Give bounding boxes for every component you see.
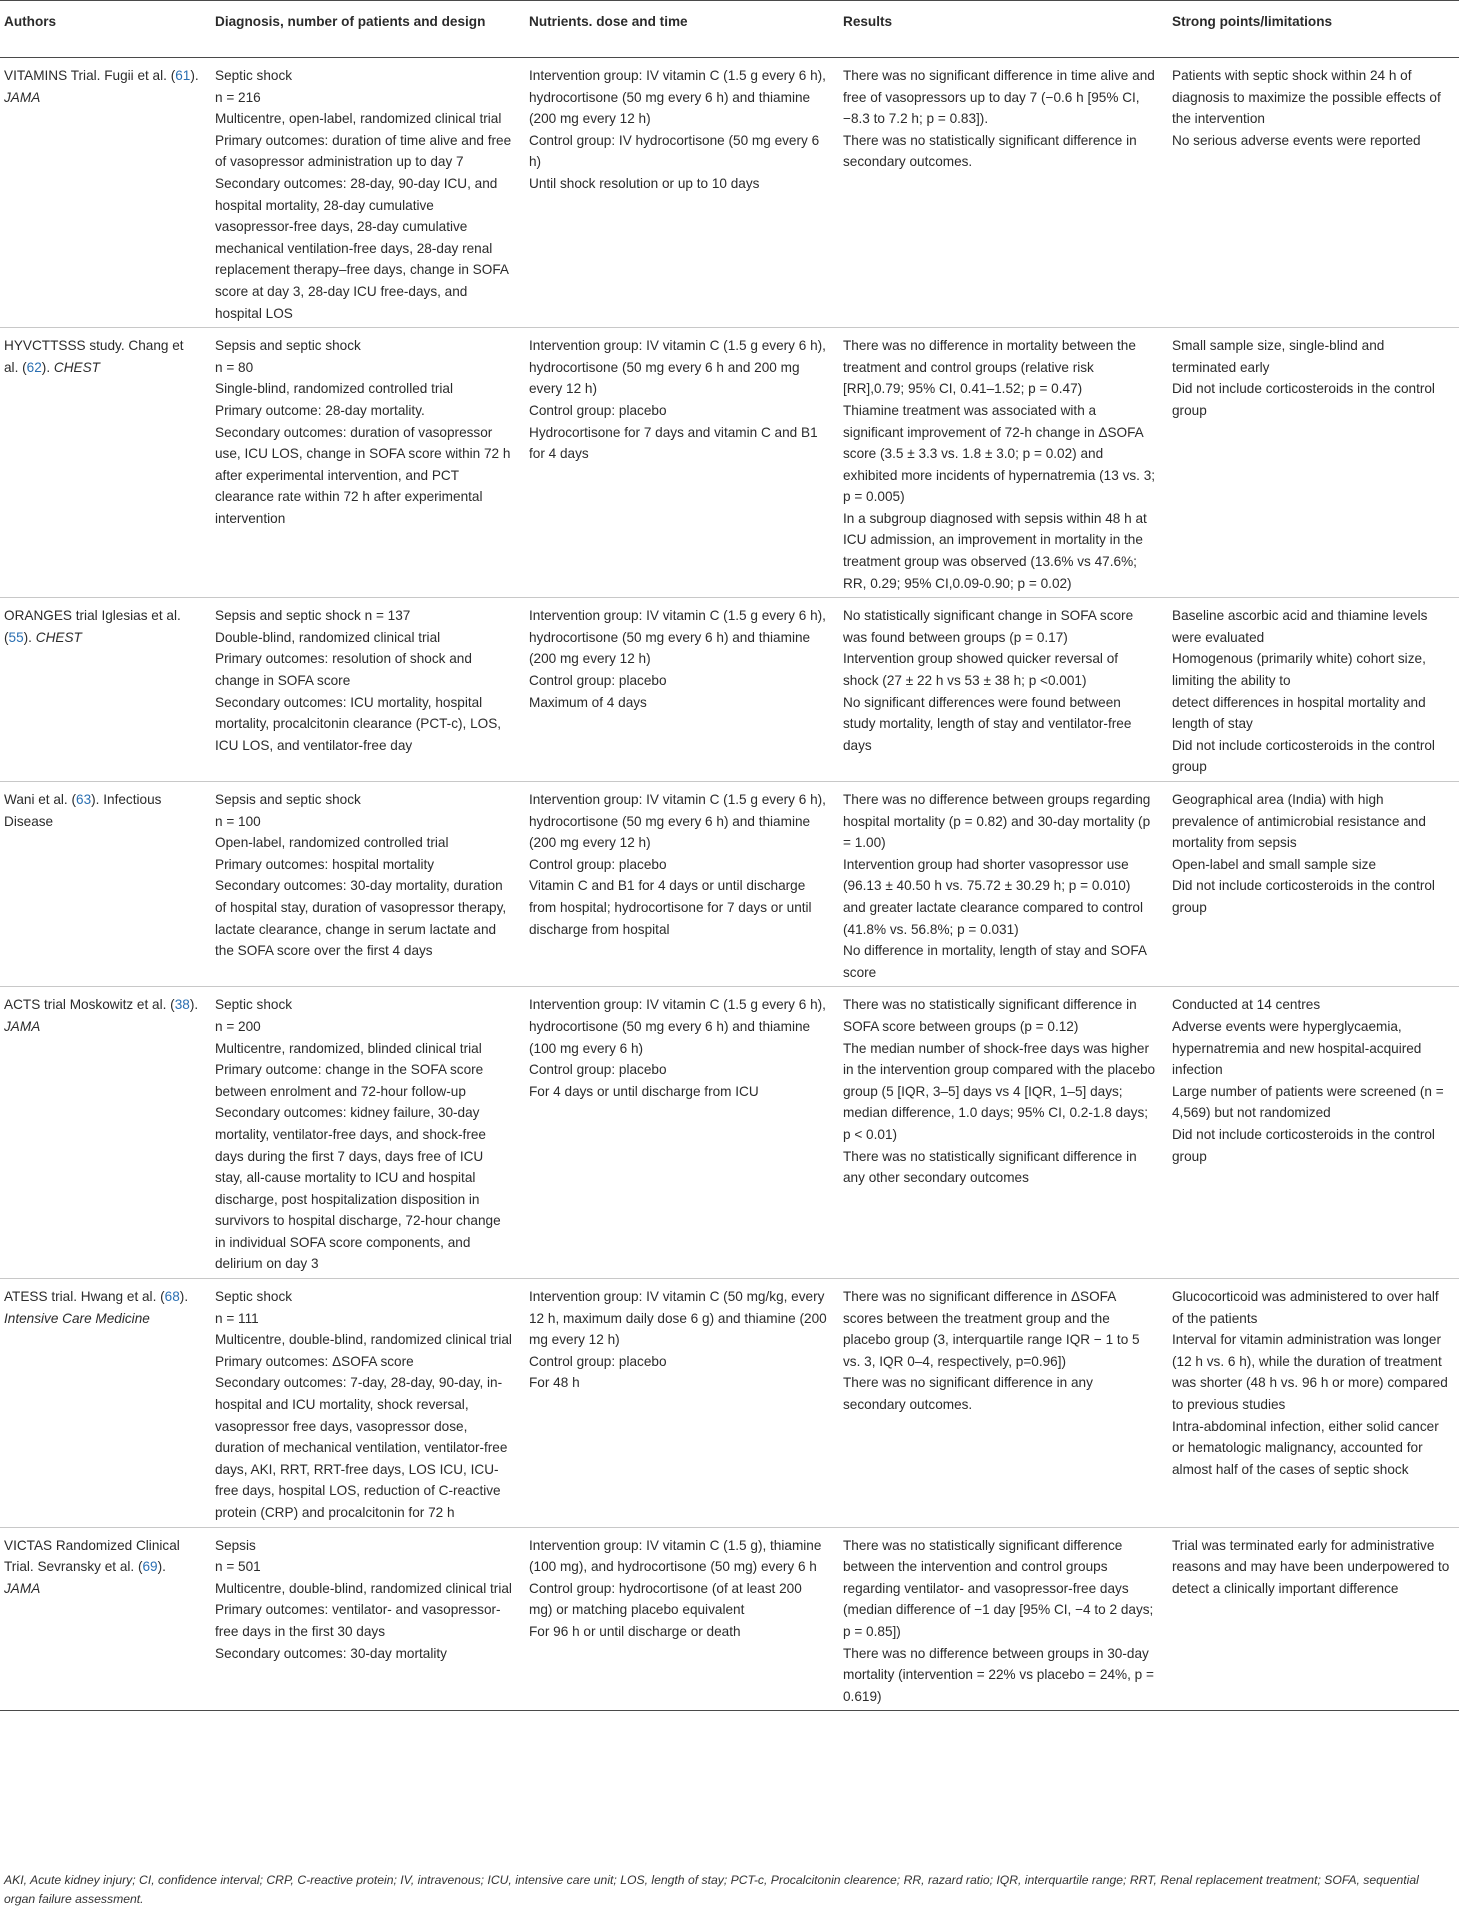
table-body [0,58,1459,1711]
cell-line: Control group: placebo [529,856,667,872]
journal-name: JAMA [4,1018,41,1034]
table-row [0,58,1459,328]
results-cell [835,598,1164,782]
results-cell [835,58,1164,328]
author-cell [0,782,207,987]
cell-line: Control group: placebo [529,1353,667,1369]
cell-line: Multicentre, double-blind, randomized clinical trial [215,1332,512,1348]
cell-line: Vitamin C and B1 for 4 days or until discharge from hospital; hydrocortisone for 7 days or until discharge from hospital [529,878,812,937]
diagnosis-cell [207,1527,521,1711]
cell-line: Primary outcome: 28-day mortality. [215,402,425,418]
cell-line: Open-label, randomized controlled trial [215,835,449,851]
reference-link[interactable]: 63 [76,792,92,807]
cell-line: Multicentre, open-label, randomized clinical trial [215,111,502,127]
cell-line: There was no statistically significant difference in any other secondary outcomes [843,1148,1137,1186]
table-row [0,598,1459,782]
cell-line: No serious adverse events were reported [1172,132,1421,148]
cell-line: Control group: placebo [529,673,667,689]
results-cell [835,328,1164,598]
cell-line: Secondary outcomes: 30-day mortality, duration of hospital stay, duration of vasopressor therapy, lactate clearance, change in serum lactate and the SOFA score over the first 4 days [215,878,507,959]
reference-link[interactable]: 69 [142,1559,158,1575]
author-text: VITAMINS Trial. Fugii et al. ( [4,68,176,83]
cell-line: There was no statistically significant difference between the intervention and control groups regarding ventilator- and vasopressor-free days (median difference of −1 day [95% CI, −4 to 2 days; p = 0.85]) [843,1537,1154,1639]
author-cell [0,1279,207,1528]
cell-line: There was no significant difference in any secondary outcomes. [843,1375,1093,1413]
cell-line: Sepsis [215,1537,256,1553]
table-row [0,987,1459,1279]
cell-line: Intra-abdominal infection, either solid cancer or hematologic malignancy, accounted for almost half of the cases of septic shock [1172,1418,1439,1477]
author-cell [0,987,207,1279]
reference-link[interactable]: 68 [164,1289,180,1305]
cell-line: Control group: placebo [529,402,667,418]
cell-line: Multicentre, double-blind, randomized clinical trial [215,1580,512,1596]
header-results: Results [835,1,1164,58]
cell-line: Control group: placebo [529,1062,667,1078]
cell-line: detect differences in hospital mortality and length of stay [1172,694,1426,732]
table-footnote: AKI, Acute kidney injury; CI, confidence interval; CRP, C-reactive protein; IV, intravenous; ICU, intensive care unit; LOS, length of stay; PCT-c, Procalcitonin clearence; RR, razard ratio; IQR, interquartile range; RRT, Renal replacement treatment; SOFA, sequential organ failure assessment. [4,1873,1419,1906]
cell-line: Control group: hydrocortisone (of at least 200 mg) or matching placebo equivalent [529,1580,802,1618]
cell-line: Did not include corticosteroids in the control group [1172,381,1435,418]
header-authors: Authors [0,1,207,58]
cell-line: Intervention group: IV vitamin C (1.5 g), thiamine (100 mg), and hydrocortisone (50 mg) every 6 h [529,1537,822,1575]
cell-line: Intervention group showed quicker reversal of shock (27 ± 22 h vs 53 ± 38 h; p <0.001) [843,651,1119,689]
limitations-cell [1164,987,1459,1279]
cell-line: Hydrocortisone for 7 days and vitamin C and B1 for 4 days [529,424,818,462]
nutrients-cell [521,598,835,782]
results-cell [835,1527,1164,1711]
cell-line: For 48 h [529,1375,580,1391]
table-row [0,1279,1459,1528]
cell-line: n = 200 [215,1018,261,1034]
header-diagnosis: Diagnosis, number of patients and design [207,1,521,58]
cell-line: Secondary outcomes: 28-day, 90-day ICU, and hospital mortality, 28-day cumulative vasopressor-free days, 28-day cumulative mechanical ventilation-free days, 28-day renal replacement therapy–free days, change in SOFA score at day 3, 28-day ICU free-days, and hospital LOS [215,175,509,321]
journal-name: Intensive Care Medicine [4,1310,150,1326]
author-text: HYVCTTSSS study. Chang et al. ( [4,338,184,375]
cell-line: Septic shock [215,997,293,1013]
cell-line: There was no difference between groups in 30-day mortality (intervention = 22% vs placebo = 24%, p = 0.619) [843,1645,1154,1704]
cell-line: Septic shock [215,1289,293,1305]
reference-link[interactable]: 61 [175,68,191,83]
limitations-cell [1164,58,1459,328]
cell-line: Single-blind, randomized controlled trial [215,381,454,397]
cell-line: Did not include corticosteroids in the control group [1172,878,1435,915]
cell-line: n = 111 [215,1310,259,1326]
limitations-cell [1164,598,1459,782]
cell-line: Secondary outcomes: duration of vasopressor use, ICU LOS, change in SOFA score within 72 h after experimental intervention, and PCT clearance rate within 72 h after experimental intervention [215,424,511,526]
author-text: Wani et al. ( [4,792,77,807]
results-cell [835,1279,1164,1528]
cell-line: Intervention group: IV vitamin C (1.5 g every 6 h), hydrocortisone (50 mg every 6 h) and thiamine (200 mg every 12 h) [529,792,826,851]
nutrients-cell [521,782,835,987]
cell-line: n = 100 [215,813,261,829]
author-text: ORANGES trial Iglesias et al. ( [4,608,181,645]
header-nutrients: Nutrients. dose and time [521,1,835,58]
diagnosis-cell [207,58,521,328]
author-text: ). [41,359,54,375]
author-text: ). [23,629,36,645]
cell-line: The median number of shock-free days was higher in the intervention group compared with the placebo group (5 [IQR, 3–5] days vs 4 [IQR, 1–5] days; median difference, 1.0 days; 95% CI, 0.2-1.8 days; p < 0.01) [843,1040,1156,1142]
author-text: ATESS trial. Hwang et al. ( [4,1289,165,1305]
cell-line: Glucocorticoid was administered to over half of the patients [1172,1289,1439,1326]
cell-line: No significant differences were found between study mortality, length of stay and ventilator-free days [843,694,1132,753]
cell-line: For 4 days or until discharge from ICU [529,1083,759,1099]
cell-line: In a subgroup diagnosed with sepsis within 48 h at ICU admission, an improvement in mortality in the treatment group was observed (13.6% vs 47.6%; RR, 0.29; 95% CI,0.09-0.90; p = 0.02) [843,510,1147,591]
author-cell [0,598,207,782]
cell-line: Secondary outcomes: 30-day mortality [215,1645,447,1661]
cell-line: n = 501 [215,1559,261,1575]
cell-line: Secondary outcomes: 7-day, 28-day, 90-day, in-hospital and ICU mortality, shock reversal, vasopressor free days, vasopressor dose, duration of mechanical ventilation, ventilator-free days, AKI, RRT, RRT-free days, LOS ICU, ICU-free days, hospital LOS, reduction of C-reactive protein (CRP) and procalcitonin for 72 h [215,1375,508,1520]
cell-line: Control group: IV hydrocortisone (50 mg every 6 h) [529,132,820,170]
cell-line: Geographical area (India) with high prevalence of antimicrobial resistance and mortality from sepsis [1172,792,1426,851]
cell-line: Conducted at 14 centres [1172,997,1321,1013]
cell-line: Interval for vitamin administration was longer (12 h vs. 6 h), while the duration of treatment was shorter (48 h vs. 96 h or more) compared to previous studies [1172,1332,1448,1413]
cell-line: Large number of patients were screened (n = 4,569) but not randomized [1172,1083,1444,1121]
cell-line: Maximum of 4 days [529,694,647,710]
cell-line: n = 216 [215,89,261,105]
limitations-cell [1164,1279,1459,1528]
header-limitations: Strong points/limitations [1164,1,1459,58]
header-row [0,1,1459,58]
author-cell [0,1527,207,1711]
limitations-cell [1164,782,1459,987]
cell-line: Small sample size, single-blind and terminated early [1172,338,1385,375]
diagnosis-cell [207,328,521,598]
journal-name: JAMA [4,89,41,105]
cell-line: Adverse events were hyperglycaemia, hypernatremia and new hospital-acquired infection [1172,1018,1422,1078]
diagnosis-cell [207,598,521,782]
results-cell [835,987,1164,1279]
nutrients-cell [521,987,835,1279]
cell-line: Intervention group: IV vitamin C (1.5 g every 6 h), hydrocortisone (50 mg every 6 h) and thiamine (200 mg every 12 h) [529,608,826,667]
cell-line: Intervention group: IV vitamin C (1.5 g every 6 h), hydrocortisone (50 mg every 6 h) and thiamine (100 mg every 6 h) [529,997,826,1056]
limitations-cell [1164,1527,1459,1711]
table-row [0,328,1459,598]
cell-line: Sepsis and septic shock n = 137 [215,608,411,624]
table-row [0,782,1459,987]
cell-line: Until shock resolution or up to 10 days [529,175,760,191]
cell-line: Secondary outcomes: ICU mortality, hospital mortality, procalcitonin clearance (PCT-c), LOS, ICU LOS, and ventilator-free day [215,694,502,753]
cell-line: No difference in mortality, length of stay and SOFA score [843,943,1147,980]
cell-line: Intervention group had shorter vasopressor use (96.13 ± 40.50 h vs. 75.72 ± 30.29 h; p = 0.010) and greater lactate clearance compared to control (41.8% vs. 56.8%; p = 0.031) [843,856,1143,937]
diagnosis-cell [207,782,521,987]
nutrients-cell [521,1527,835,1711]
author-cell [0,58,207,328]
author-text: ). [189,997,199,1013]
diagnosis-cell [207,987,521,1279]
cell-line: Double-blind, randomized clinical trial [215,629,441,645]
cell-line: Intervention group: IV vitamin C (1.5 g every 6 h), hydrocortisone (50 mg every 6 h and 200 mg every 12 h) [529,338,826,397]
limitations-cell [1164,328,1459,598]
cell-line: There was no significant difference in ΔSOFA scores between the treatment group and the placebo group (3, interquartile range IQR − 1 to 5 vs. 3, IQR 0–4, respectively, p=0.96]) [843,1289,1140,1369]
reference-link[interactable]: 38 [174,997,190,1013]
author-text: ). [179,1289,189,1305]
nutrients-cell [521,1279,835,1528]
author-text: ). [157,1559,166,1575]
cell-line: No statistically significant change in SOFA score was found between groups (p = 0.17) [843,608,1134,645]
cell-line: Primary outcomes: resolution of shock and change in SOFA score [215,651,472,689]
cell-line: Did not include corticosteroids in the control group [1172,737,1435,775]
author-text: VICTAS Randomized Clinical Trial. Sevransky et al. ( [4,1537,180,1575]
author-text: ). Infectious Disease [4,792,162,829]
cell-line: Did not include corticosteroids in the control group [1172,1126,1435,1164]
table-row [0,1527,1459,1711]
cell-line: There was no difference between groups regarding hospital mortality (p = 0.82) and 30-day mortality (p = 1.00) [843,792,1151,851]
cell-line: Secondary outcomes: kidney failure, 30-day mortality, ventilator-free days, and shock-free days during the first 7 days, days free of ICU stay, all-cause mortality to ICU and hospital discharge, post hospitalization disposition in survivors to hospital discharge, 72-hour change in individual SOFA score components, and delirium on day 3 [215,1105,501,1272]
cell-line: Thiamine treatment was associated with a significant improvement of 72-h change in ΔSOFA score (3.5 ± 3.3 vs. 1.8 ± 3.0; p = 0.02) and exhibited more incidents of hypernatremia (13 vs. 3; p = 0.005) [843,402,1156,505]
author-text: ). [190,68,199,83]
cell-line: There was no statistically significant difference in secondary outcomes. [843,132,1137,170]
reference-link[interactable]: 62 [26,359,42,375]
cell-line: Trial was terminated early for administrative reasons and may have been underpowered to detect a clinically important difference [1172,1537,1450,1596]
cell-line: Sepsis and septic shock [215,792,361,807]
diagnosis-cell [207,1279,521,1528]
results-cell [835,782,1164,987]
cell-line: There was no difference in mortality between the treatment and control groups (relative risk [RR],0.79; 95% CI, 0.41–1.52; p = 0.47) [843,338,1136,397]
journal-name: CHEST [35,629,82,645]
cell-line: Open-label and small sample size [1172,856,1377,872]
cell-line: Patients with septic shock within 24 h of diagnosis to maximize the possible effects of the intervention [1172,68,1441,127]
cell-line: There was no statistically significant difference in SOFA score between groups (p = 0.12) [843,997,1137,1034]
cell-line: n = 80 [215,359,254,375]
cell-line: Primary outcomes: ΔSOFA score [215,1353,414,1369]
cell-line: Primary outcomes: hospital mortality [215,856,435,872]
cell-line: Sepsis and septic shock [215,338,361,354]
cell-line: Primary outcomes: ventilator- and vasopressor-free days in the first 30 days [215,1602,501,1639]
nutrients-cell [521,328,835,598]
author-text: ACTS trial Moskowitz et al. ( [4,997,175,1013]
nutrients-cell [521,58,835,328]
cell-line: There was no significant difference in time alive and free of vasopressors up to day 7 (−0.6 h [95% CI, −8.3 to 7.2 h; p = 0.83]). [843,68,1155,127]
journal-name: JAMA [4,1580,41,1596]
cell-line: Multicentre, randomized, blinded clinical trial [215,1040,482,1056]
cell-line: Intervention group: IV vitamin C (1.5 g every 6 h), hydrocortisone (50 mg every 6 h) and thiamine (200 mg every 12 h) [529,68,826,127]
reference-link[interactable]: 55 [8,629,24,645]
cell-line: Baseline ascorbic acid and thiamine levels were evaluated [1172,608,1428,645]
journal-name: CHEST [53,359,100,375]
author-cell [0,328,207,598]
cell-line: For 96 h or until discharge or death [529,1623,741,1639]
cell-line: Septic shock [215,68,293,83]
cell-line: Primary outcome: change in the SOFA score between enrolment and 72-hour follow-up [215,1062,484,1099]
cell-line: Homogenous (primarily white) cohort size, limiting the ability to [1172,651,1426,689]
cell-line: Intervention group: IV vitamin C (50 mg/kg, every 12 h, maximum daily dose 6 g) and thiamine (200 mg every 12 h) [529,1289,827,1348]
cell-line: Primary outcomes: duration of time alive and free of vasopressor administration up to day 7 [215,132,512,170]
